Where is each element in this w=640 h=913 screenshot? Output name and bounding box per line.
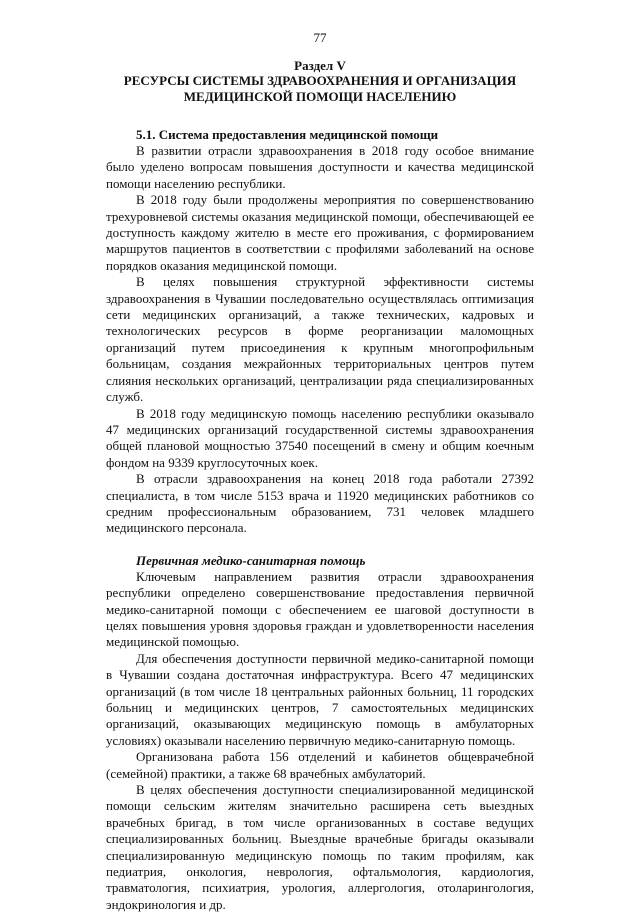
section-title	[106, 73, 534, 105]
paragraph: Для обеспечения доступности первичной медико-санитарной помощи в Чувашии создана достаточная инфраструктура. Всего 47 медицинских организаций (в том числе 18 центральных районных больниц, 11 городских больниц и медицинских центров, 7 самостоятельных медицинских организаций, оказывающих медицинскую помощь в амбулаторных условиях) оказывали населению первичную медико-санитарную помощь.	[106, 650, 534, 748]
section-title-line-1: РЕСУРСЫ СИСТЕМЫ ЗДРАВООХРАНЕНИЯ И ОРГАНИЗАЦИЯ	[123, 73, 517, 88]
paragraph: В 2018 году медицинскую помощь населению республики оказывало 47 медицинских организаций государственной системы здравоохранения общей плановой мощностью 37540 посещений в смену и общим коечным фондом на 9339 круглосуточных коек.	[106, 405, 534, 470]
paragraph: В развитии отрасли здравоохранения в 2018 году особое внимание было уделено вопросам повышения доступности и качества медицинской помощи населению республики.	[106, 143, 534, 191]
primary-care-heading: Первичная медико-санитарная помощь	[136, 552, 366, 568]
document-page	[106, 30, 534, 913]
section-label: Раздел V	[294, 58, 346, 73]
page-number: 77	[313, 30, 327, 45]
paragraph: В целях обеспечения доступности специализированной медицинской помощи сельским жителям значительно расширена сеть выездных врачебных бригад, в том числе организованных в составе ведущих специализированных больниц. Выездные врачебные бригады оказывали специализированную медицинскую помощь по таким профилям, как педиатрия, онкология, неврология, офтальмология, кардиология, травматология, психиатрия, урология, аллергология, отоларингология, эндокринология и др.	[106, 782, 534, 912]
paragraph: В отрасли здравоохранения на конец 2018 года работали 27392 специалиста, в том числе 5153 врача и 11920 медицинских работников со средним профессиональным образованием, 731 человек младшего медицинского персонала.	[106, 471, 534, 536]
paragraph: Организована работа 156 отделений и кабинетов общеврачебной (семейной) практики, а также 68 врачебных амбулаторий.	[106, 749, 534, 781]
section-title-line-2: МЕДИЦИНСКОЙ ПОМОЩИ НАСЕЛЕНИЮ	[183, 89, 457, 104]
section-gap	[106, 537, 534, 553]
paragraph: Ключевым направлением развития отрасли здравоохранения республики определено совершенствование предоставления первичной медико-санитарной помощи с обеспечением ее шаговой доступности в целях повышения уровня здоровья граждан и удовлетворенности населения медицинской помощью.	[106, 568, 534, 650]
paragraph: В целях повышения структурной эффективности системы здравоохранения в Чувашии последовательно осуществлялась оптимизация сети медицинских организаций, а также технических, кадровых и технологических ресурсов в форме реорганизации маломощных организаций путем присоединения к крупным многопрофильным больницам, создания межрайонных территориальных центров путем слияния нескольких организаций, централизации ряда специализированных служб.	[106, 274, 534, 405]
subsection-heading: 5.1. Система предоставления медицинской помощи	[136, 127, 439, 142]
paragraph: В 2018 году были продолжены мероприятия по совершенствованию трехуровневой системы оказания медицинской помощи, обеспечивающей ее доступность каждому жителю в месте его проживания, с формированием маршрутов пациентов в соответствии с профилями заболеваний на основе порядков оказания медицинской помощи.	[106, 192, 534, 273]
